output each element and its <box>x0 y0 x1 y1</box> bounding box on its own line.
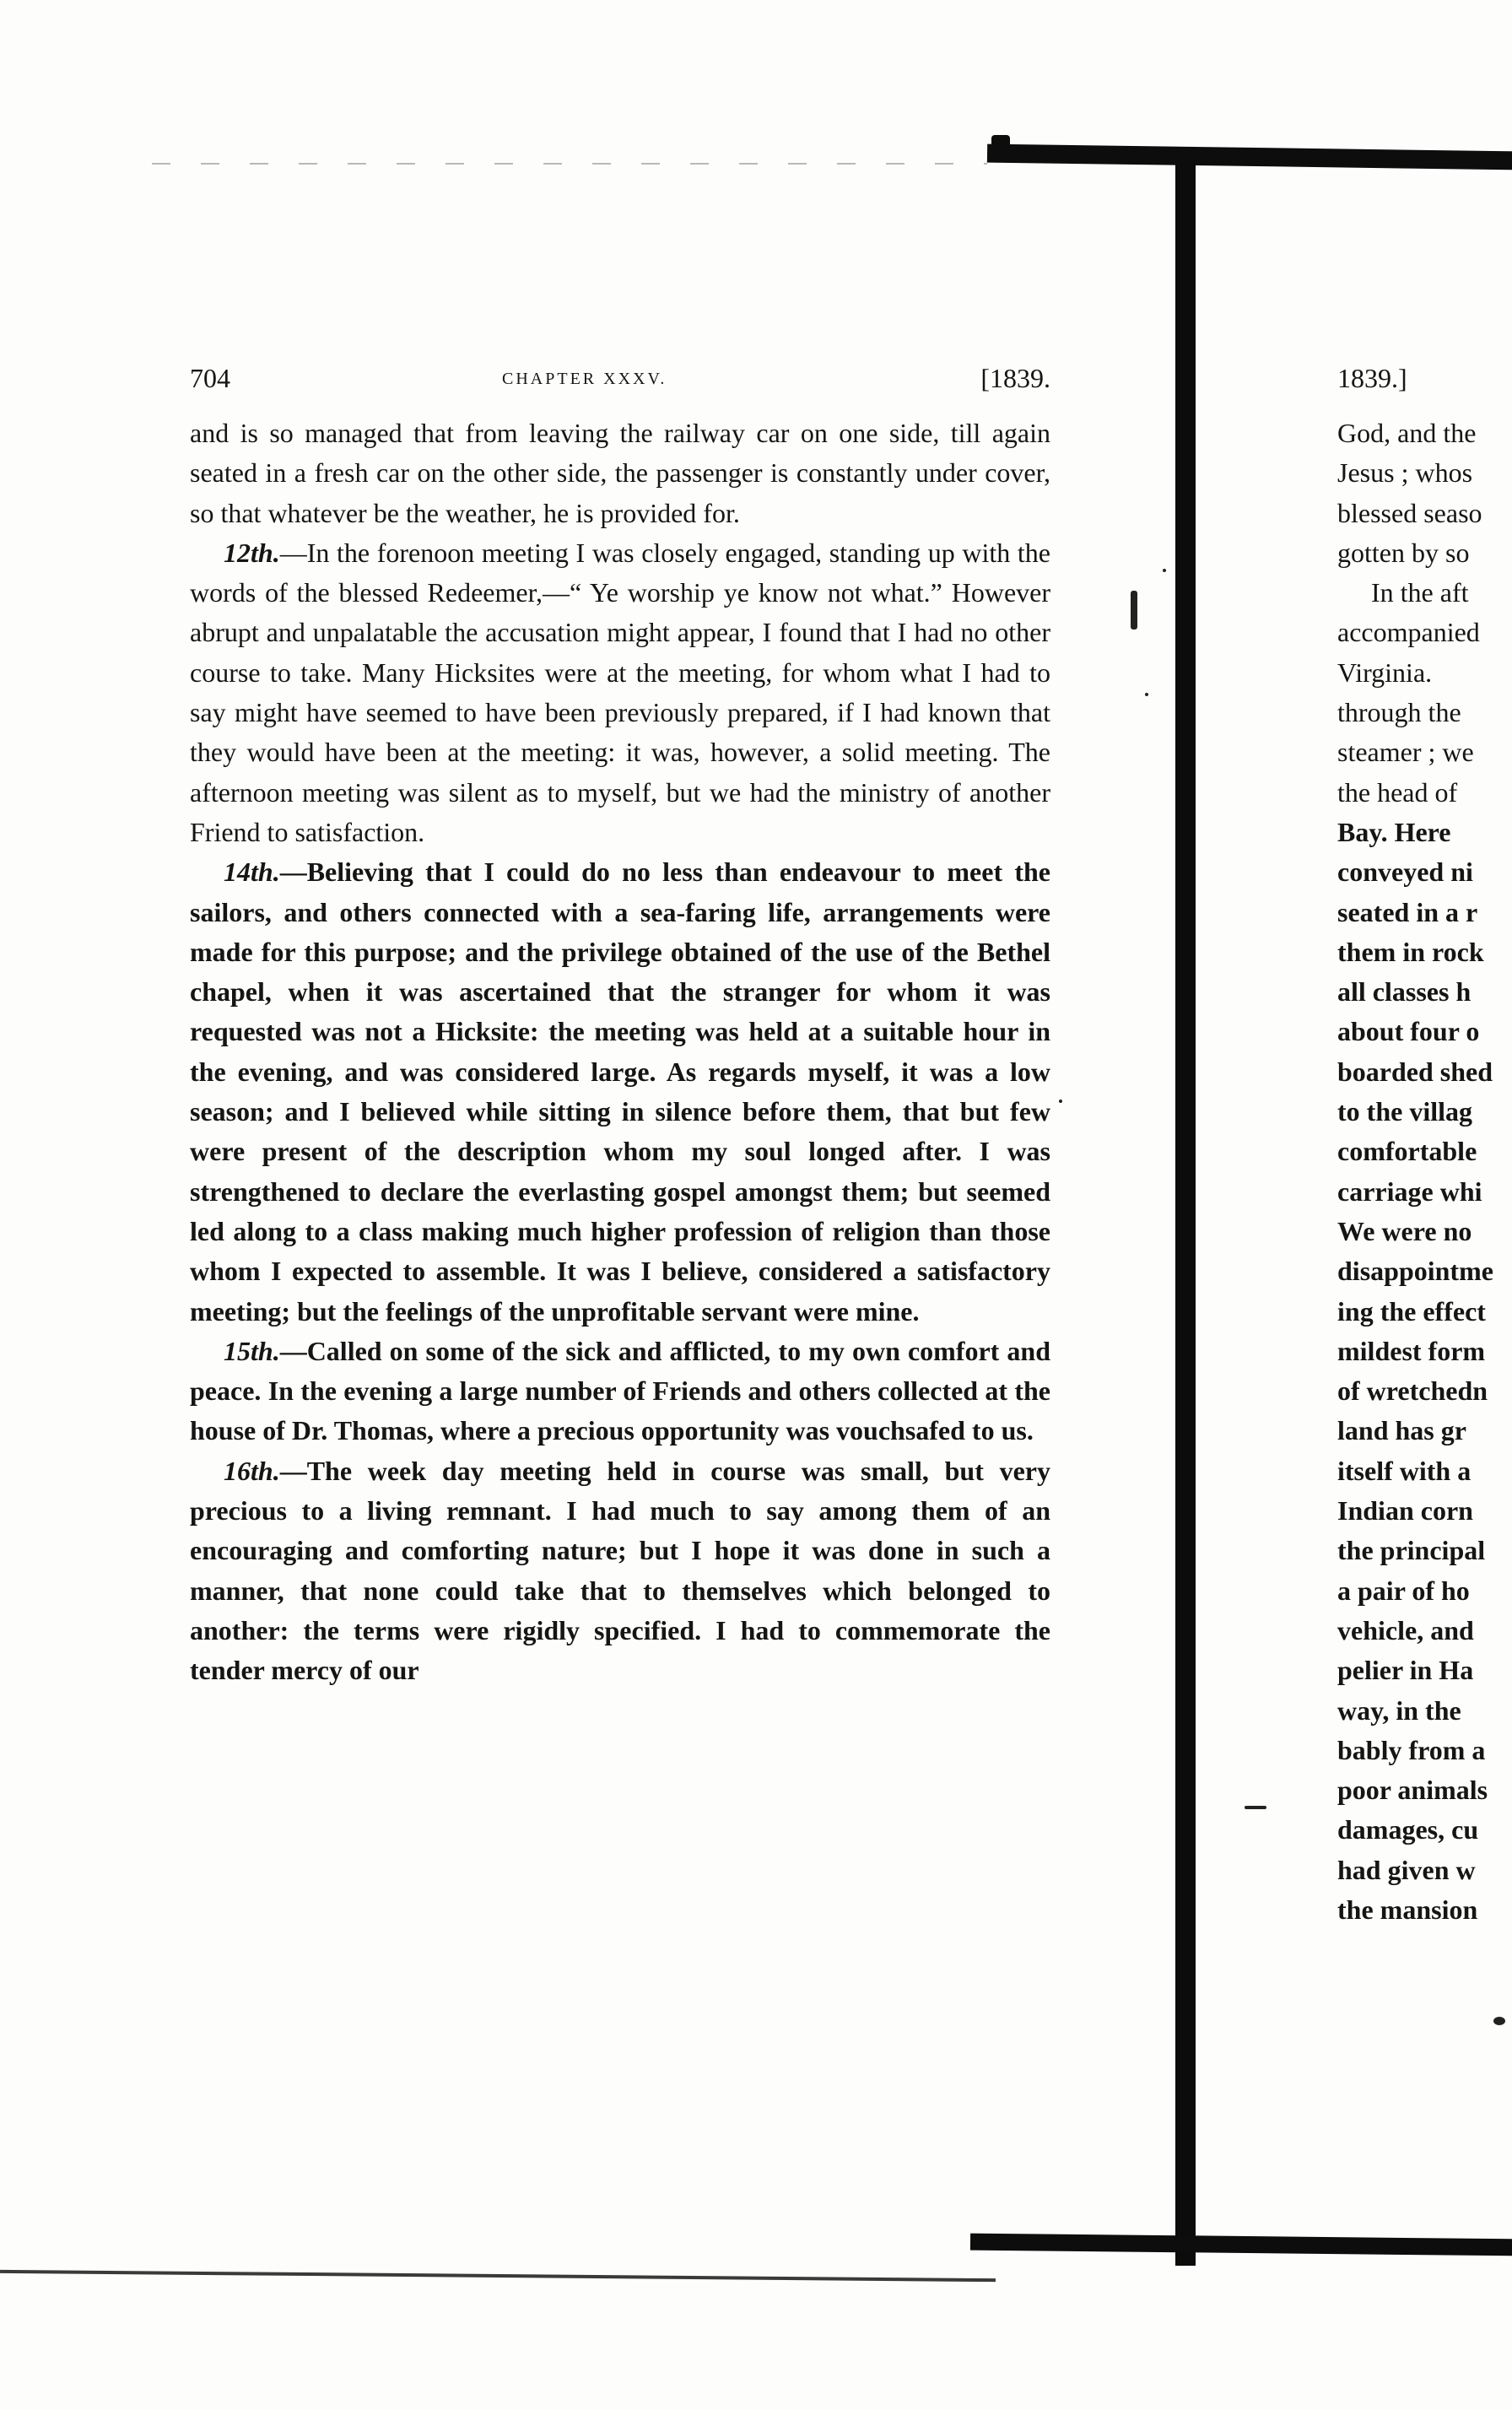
right-page-line: Virginia. <box>1337 657 1433 688</box>
right-page-line: God, and the <box>1337 418 1477 448</box>
binding-rule-top <box>987 144 1512 170</box>
right-page-line: had given w <box>1337 1854 1476 1885</box>
paragraph-12th <box>190 533 1050 852</box>
page-number: 704 <box>190 363 230 393</box>
right-page-line: poor animals <box>1337 1775 1488 1806</box>
bottom-edge-rule <box>0 2270 996 2282</box>
paragraph-text: —Called on some of the sick and afflicted, to my own comfort and peace. In the evening a large number of Friends and others collected at the house of Dr. Thomas, where a precious opportunity was vouchsafed to us. <box>190 1335 1050 1446</box>
right-page-line: them in rock <box>1337 936 1484 967</box>
entry-date: 16th. <box>224 1455 280 1486</box>
right-page-line: In the aft <box>1371 577 1469 608</box>
right-page-line: boarded shed <box>1337 1056 1493 1087</box>
right-page-line: all classes h <box>1337 976 1472 1008</box>
right-page-line: ing the effect <box>1337 1295 1486 1327</box>
paragraph-16th <box>190 1451 1050 1691</box>
right-page-line: vehicle, and <box>1337 1614 1474 1645</box>
paragraph-text: —The week day meeting held in course was small, but very precious to a living remnant. I had much to say among them of an encouraging and comforting nature; but I hope it was done in such a manner, that none could take that to themselves which belonged to another: the terms were rigidly specified. I had to commemorate the tender mercy of our <box>190 1455 1050 1686</box>
right-page-line: to the villag <box>1337 1096 1472 1127</box>
right-page-line: way, in the <box>1337 1694 1461 1726</box>
right-page-line: mildest form <box>1337 1335 1486 1366</box>
right-page-line: carriage whi <box>1337 1175 1482 1207</box>
right-page-line: a pair of ho <box>1337 1575 1470 1606</box>
right-page-line: seated in a r <box>1337 896 1478 927</box>
paragraph-text: and is so managed that from leaving the railway car on one side, till again seated in a fresh car on the other side, the passenger is constantly under cover, so that whatever be the weather, he is provided for. <box>190 418 1050 528</box>
right-page-line: about four o <box>1337 1016 1480 1047</box>
right-page-line: Bay. Here <box>1337 816 1451 847</box>
right-page-line: Indian corn <box>1337 1495 1473 1527</box>
right-page-line: Jesus ; whos <box>1337 457 1473 489</box>
right-page-line: bably from a <box>1337 1734 1486 1765</box>
entry-date: 15th. <box>224 1335 280 1366</box>
paragraph-continuation <box>190 413 1050 533</box>
right-page-line: pelier in Ha <box>1337 1655 1474 1686</box>
ink-speck <box>1131 591 1137 630</box>
right-page-line: blessed seaso <box>1337 497 1482 528</box>
right-page-fragment <box>1337 363 1512 1930</box>
right-running-head-year: 1839.] <box>1337 363 1407 393</box>
paragraph-text: —Believing that I could do no less than endeavour to meet the sailors, and others connected with a sea-faring life, arrangements were made for this purpose; and the privilege obtained of the use of the Bethel chapel, when it was ascertained that the stranger for whom it was requested was not a Hicksite: the meeting was held at a suitable hour in the evening, and was considered large. As regards myself, it was a low season; and I believed while sitting in silence before them, that but few were present of the description whom my soul longed after. I was strengthened to declare the everlasting gospel amongst them; but seemed led along to a class making much higher profession of religion than those whom I expected to assemble. It was I believe, considered a satisfactory meeting; but the feelings of the unprofitable servant were mine. <box>190 856 1050 1327</box>
right-page-line: comfortable <box>1337 1136 1477 1167</box>
ink-speck <box>1059 1100 1062 1103</box>
binding-spine <box>1175 160 1196 2266</box>
right-page-line: damages, cu <box>1337 1814 1479 1845</box>
entry-date: 12th. <box>224 537 280 568</box>
ink-speck <box>1163 569 1166 572</box>
right-page-line: itself with a <box>1337 1455 1472 1486</box>
right-page-line: the head of <box>1337 776 1458 808</box>
paragraph-text: —In the forenoon meeting I was closely engaged, standing up with the words of the blessed Redeemer,—“ Ye worship ye know not what.” However abrupt and unpalatable the accusation might appear, I found that I had no other course to take. Many Hicksites were at the meeting, for whom what I had to say might have seemed to have been previously prepared, if I had known that they would have been at the meeting: it was, however, a solid meeting. The afternoon meeting was silent as to myself, but we had the ministry of another Friend to satisfaction. <box>190 537 1050 847</box>
top-edge-dashes <box>152 163 987 165</box>
right-page-line: conveyed ni <box>1337 856 1473 888</box>
ink-speck <box>1245 1806 1266 1809</box>
right-page-line: of wretchedn <box>1337 1375 1488 1407</box>
right-page-line: the principal <box>1337 1535 1486 1566</box>
left-page <box>190 363 1050 1691</box>
right-page-lines <box>1337 413 1512 1930</box>
body-text <box>190 413 1050 1691</box>
right-page-line: land has gr <box>1337 1415 1466 1446</box>
chapter-heading: CHAPTER XXXV. <box>502 370 667 388</box>
binding-rule-bottom <box>970 2234 1512 2256</box>
entry-date: 14th. <box>224 856 280 888</box>
right-page-line: steamer ; we <box>1337 737 1474 768</box>
paragraph-14th <box>190 852 1050 1332</box>
ink-speck <box>1145 693 1148 696</box>
ink-speck <box>1493 2017 1505 2025</box>
running-head-year: [1839. <box>980 363 1050 393</box>
right-page-line: We were no <box>1337 1215 1472 1246</box>
paragraph-15th <box>190 1332 1050 1451</box>
running-head <box>190 363 1050 413</box>
right-page-line: through the <box>1337 697 1461 728</box>
right-page-line: the mansion <box>1337 1894 1478 1925</box>
right-page-line: accompanied <box>1337 617 1480 648</box>
right-page-line: disappointme <box>1337 1256 1493 1287</box>
right-page-line: gotten by so <box>1337 537 1470 568</box>
